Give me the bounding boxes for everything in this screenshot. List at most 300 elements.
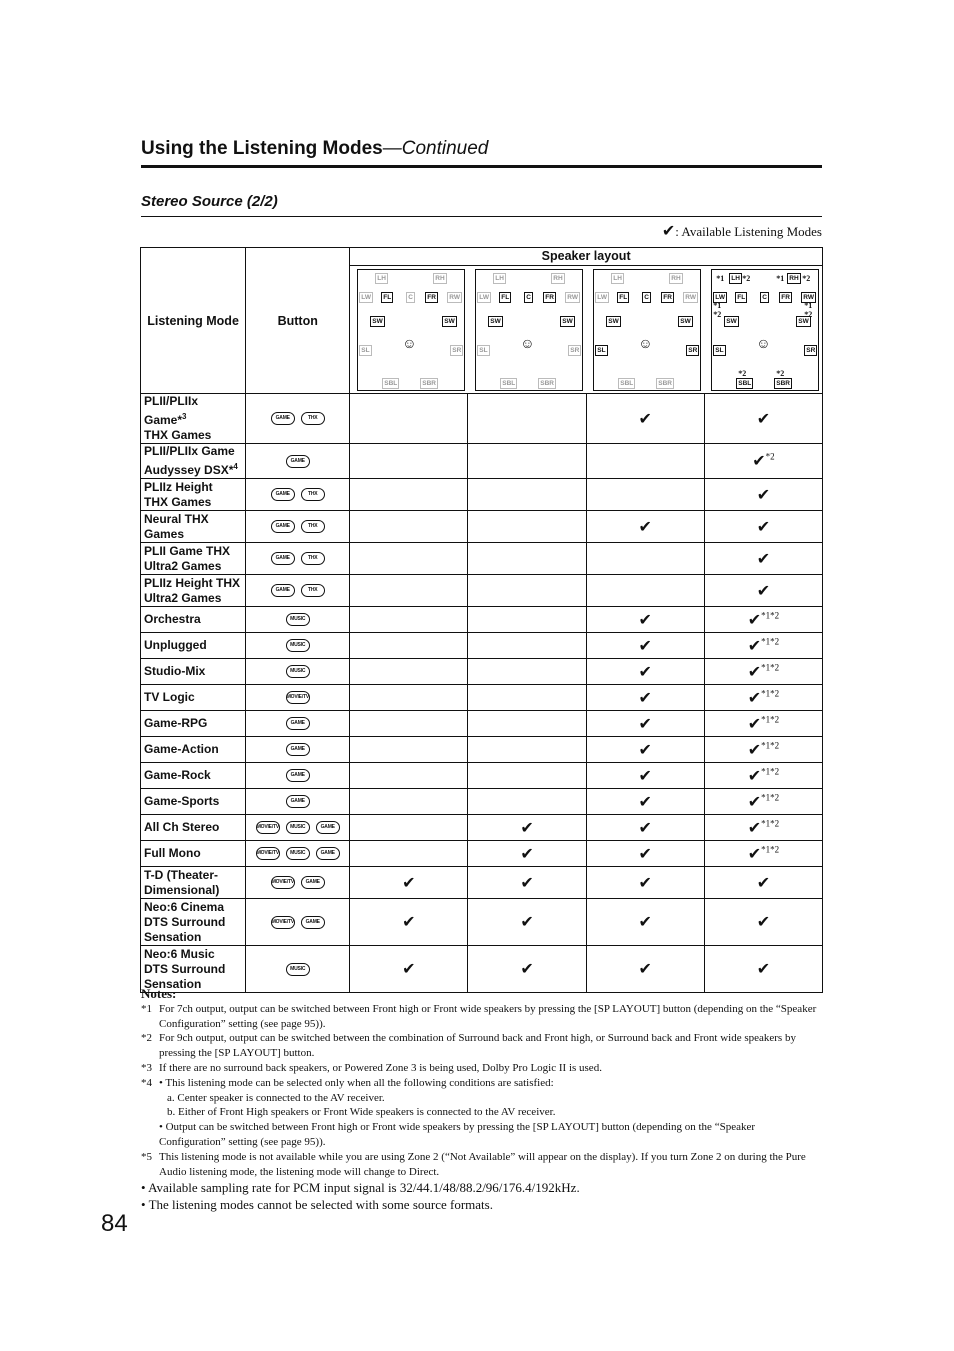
button-cell bbox=[246, 946, 350, 993]
col-button-header: Button bbox=[246, 248, 350, 394]
speaker-layout-3 bbox=[593, 269, 701, 391]
check-icon: ✔ bbox=[747, 637, 762, 655]
availability-cell bbox=[704, 607, 822, 633]
layout-note-mark: *2 bbox=[742, 274, 751, 283]
speaker-c: C bbox=[526, 294, 531, 301]
note-2: *2 For 9ch output, output can be switched between the combination of Surround back and Front high, or Surround back and Front wide speakers by pressing the [SP LAYOUT] button. bbox=[141, 1032, 796, 1060]
speaker-sw: SW bbox=[372, 318, 383, 325]
check-icon: ✔ bbox=[747, 767, 762, 785]
speaker-sw: SW bbox=[798, 318, 809, 325]
speaker-sr: SR bbox=[452, 347, 462, 354]
mode-line: Unplugged bbox=[144, 638, 207, 652]
listening-mode-name bbox=[141, 633, 246, 659]
speaker-fl: FL bbox=[501, 294, 510, 301]
check-icon: ✔ bbox=[638, 874, 652, 892]
mode-note-ref: 3 bbox=[182, 412, 187, 421]
availability-cell bbox=[468, 479, 586, 511]
speaker-fl: FL bbox=[383, 294, 392, 301]
listening-mode-name bbox=[141, 685, 246, 711]
availability-cell bbox=[350, 946, 468, 993]
speaker-lw: LW bbox=[597, 294, 608, 301]
speaker-layout-2 bbox=[475, 269, 583, 391]
game-button-icon: GAME bbox=[286, 743, 310, 756]
availability-cell bbox=[468, 899, 586, 946]
availability-cell bbox=[350, 899, 468, 946]
mode-line: PLII/PLIIx bbox=[144, 394, 199, 408]
music-button-icon: MUSIC bbox=[286, 847, 310, 860]
game-button-icon: GAME bbox=[286, 455, 310, 468]
speaker-rw: RW bbox=[449, 294, 460, 301]
listening-mode-name bbox=[141, 711, 246, 737]
availability-cell bbox=[586, 841, 704, 867]
movie-tv-button-icon: MOVIE/TV bbox=[256, 821, 280, 834]
button-cell bbox=[246, 511, 350, 543]
game-button-icon: GAME bbox=[286, 717, 310, 730]
page-header bbox=[141, 138, 822, 168]
listening-mode-name bbox=[141, 789, 246, 815]
availability-cell bbox=[350, 815, 468, 841]
check-icon: ✔ bbox=[747, 715, 762, 733]
music-button-icon: MUSIC bbox=[286, 821, 310, 834]
check-icon: ✔ bbox=[402, 914, 416, 931]
speaker-sw: SW bbox=[726, 318, 737, 325]
check-icon: ✔ bbox=[747, 689, 762, 707]
speaker-lw: LW bbox=[479, 294, 490, 301]
availability-cell bbox=[704, 575, 822, 607]
check-icon: ✔ bbox=[747, 819, 762, 837]
check-icon: ✔ bbox=[638, 715, 652, 733]
check-icon: ✔ bbox=[638, 767, 652, 785]
mode-line: Neural THX bbox=[144, 511, 209, 526]
availability-cell bbox=[586, 737, 704, 763]
availability-cell bbox=[468, 511, 586, 543]
layout-note-mark: *2 bbox=[776, 369, 785, 378]
availability-cell bbox=[468, 607, 586, 633]
check-icon: ✔ bbox=[638, 819, 652, 837]
game-button-icon: GAME bbox=[271, 584, 295, 597]
check-icon: ✔ bbox=[747, 663, 762, 681]
table-row bbox=[141, 633, 823, 659]
listener-icon: ☺ bbox=[756, 335, 771, 351]
col-mode-header: Listening Mode bbox=[141, 248, 246, 394]
table-row bbox=[141, 511, 823, 543]
button-cell bbox=[246, 789, 350, 815]
speaker-rh: RH bbox=[789, 275, 799, 282]
legend bbox=[662, 221, 822, 241]
availability-cell bbox=[350, 444, 468, 479]
check-icon: ✔ bbox=[747, 845, 762, 863]
availability-cell bbox=[586, 659, 704, 685]
mode-line: All Ch Stereo bbox=[144, 820, 220, 834]
mode-note-ref: 4 bbox=[233, 462, 238, 471]
table-row bbox=[141, 711, 823, 737]
check-icon: ✔ bbox=[747, 793, 762, 811]
mode-line: Neo:6 Music bbox=[144, 946, 215, 961]
note-ref: *1*2 bbox=[761, 662, 780, 673]
availability-cell bbox=[350, 575, 468, 607]
availability-cell bbox=[704, 543, 822, 575]
availability-cell bbox=[350, 841, 468, 867]
speaker-sw: SW bbox=[608, 318, 619, 325]
layout-note-mark: *2 bbox=[804, 310, 813, 319]
availability-cell bbox=[468, 737, 586, 763]
availability-cell bbox=[586, 633, 704, 659]
listener-icon: ☺ bbox=[520, 335, 535, 351]
availability-cell bbox=[704, 946, 822, 993]
movie-tv-button-icon: MOVIE/TV bbox=[286, 691, 310, 704]
availability-cell bbox=[704, 815, 822, 841]
check-icon: ✔ bbox=[520, 961, 534, 978]
button-cell bbox=[246, 685, 350, 711]
table-row bbox=[141, 479, 823, 511]
movie-tv-button-icon: MOVIE/TV bbox=[271, 916, 295, 929]
listening-mode-name bbox=[141, 841, 246, 867]
button-cell bbox=[246, 867, 350, 899]
availability-cell bbox=[468, 575, 586, 607]
game-button-icon: GAME bbox=[271, 488, 295, 501]
speaker-sbl: SBL bbox=[384, 380, 398, 387]
speaker-sbl: SBL bbox=[620, 380, 634, 387]
speaker-sr: SR bbox=[806, 347, 816, 354]
listening-mode-name bbox=[141, 867, 246, 899]
speaker-layout-4 bbox=[711, 269, 819, 391]
check-icon: ✔ bbox=[747, 611, 762, 629]
speaker-c: C bbox=[762, 294, 767, 301]
listening-mode-name bbox=[141, 444, 246, 479]
availability-cell bbox=[468, 815, 586, 841]
check-icon: ✔ bbox=[520, 819, 534, 837]
movie-tv-button-icon: MOVIE/TV bbox=[271, 876, 295, 889]
listening-mode-name bbox=[141, 479, 246, 511]
availability-cell bbox=[468, 543, 586, 575]
availability-cell bbox=[586, 946, 704, 993]
button-cell bbox=[246, 575, 350, 607]
mode-line: PLIIz Height bbox=[144, 479, 213, 494]
speaker-layout-header bbox=[350, 248, 823, 394]
speaker-layout-1 bbox=[357, 269, 465, 391]
availability-cell bbox=[350, 633, 468, 659]
section-rule bbox=[141, 216, 822, 217]
game-button-icon: GAME bbox=[301, 876, 325, 889]
speaker-sbr: SBR bbox=[658, 380, 673, 387]
game-button-icon: GAME bbox=[316, 821, 340, 834]
header-rule bbox=[141, 165, 822, 168]
availability-cell bbox=[350, 867, 468, 899]
button-cell bbox=[246, 394, 350, 444]
table-row bbox=[141, 899, 823, 946]
availability-cell bbox=[704, 394, 822, 444]
speaker-fr: FR bbox=[781, 294, 790, 301]
table-row bbox=[141, 575, 823, 607]
speaker-fl: FL bbox=[619, 294, 628, 301]
check-icon: ✔ bbox=[756, 914, 771, 931]
check-icon: ✔ bbox=[756, 550, 771, 568]
music-button-icon: MUSIC bbox=[286, 963, 310, 976]
mode-line: Orchestra bbox=[144, 612, 201, 626]
listener-icon: ☺ bbox=[402, 335, 417, 351]
game-button-icon: GAME bbox=[286, 795, 310, 808]
note-ref: *1*2 bbox=[761, 792, 780, 803]
check-icon: ✔ bbox=[402, 961, 416, 978]
check-icon: ✔ bbox=[756, 518, 771, 536]
note-ref: *1*2 bbox=[761, 766, 780, 777]
speaker-lw: LW bbox=[715, 294, 726, 301]
speaker-layout-title: Speaker layout bbox=[350, 248, 822, 266]
availability-cell bbox=[468, 685, 586, 711]
speaker-sl: SL bbox=[361, 347, 370, 354]
check-icon: ✔ bbox=[520, 914, 534, 931]
listening-mode-name bbox=[141, 659, 246, 685]
note-ref: *1*2 bbox=[761, 740, 780, 751]
availability-cell bbox=[586, 711, 704, 737]
button-cell bbox=[246, 763, 350, 789]
layout-note-mark: *2 bbox=[713, 310, 722, 319]
speaker-lh: LH bbox=[377, 275, 386, 282]
listening-mode-name bbox=[141, 511, 246, 543]
table-row bbox=[141, 607, 823, 633]
check-icon: ✔ bbox=[638, 611, 652, 629]
mode-line: T-D (Theater- bbox=[144, 867, 219, 882]
table-row bbox=[141, 659, 823, 685]
availability-cell bbox=[586, 607, 704, 633]
button-cell bbox=[246, 899, 350, 946]
listening-mode-name bbox=[141, 575, 246, 607]
mode-line: Game-RPG bbox=[144, 716, 208, 730]
note-ref: *2 bbox=[765, 451, 775, 462]
layout-note-mark: *2 bbox=[738, 369, 747, 378]
speaker-sl: SL bbox=[715, 347, 724, 354]
availability-cell bbox=[350, 511, 468, 543]
speaker-rh: RH bbox=[553, 275, 563, 282]
check-icon: ✔ bbox=[752, 453, 766, 470]
availability-cell bbox=[350, 543, 468, 575]
speaker-sr: SR bbox=[688, 347, 698, 354]
speaker-sr: SR bbox=[570, 347, 580, 354]
table-row bbox=[141, 867, 823, 899]
availability-cell bbox=[704, 444, 822, 479]
availability-cell bbox=[704, 479, 822, 511]
availability-cell bbox=[704, 633, 822, 659]
mode-line: DTS Surround bbox=[144, 914, 226, 929]
check-icon: ✔ bbox=[638, 793, 652, 811]
button-cell bbox=[246, 711, 350, 737]
availability-cell bbox=[704, 737, 822, 763]
button-cell bbox=[246, 841, 350, 867]
availability-cell bbox=[586, 685, 704, 711]
speaker-sw: SW bbox=[562, 318, 573, 325]
continued-label: —Continued bbox=[382, 138, 489, 159]
mode-line: Neo:6 Cinema bbox=[144, 899, 225, 914]
layout-note-mark: *1 bbox=[804, 301, 813, 310]
availability-cell bbox=[350, 685, 468, 711]
availability-cell bbox=[350, 659, 468, 685]
speaker-lw: LW bbox=[361, 294, 372, 301]
mode-line: PLIIz Height THX bbox=[144, 575, 240, 590]
mode-line: Sensation bbox=[144, 929, 202, 944]
listening-mode-name bbox=[141, 763, 246, 789]
table-row bbox=[141, 444, 823, 479]
button-cell bbox=[246, 607, 350, 633]
speaker-rw: RW bbox=[685, 294, 696, 301]
thx-button-icon: THX bbox=[301, 412, 325, 425]
check-icon: ✔ bbox=[638, 741, 652, 759]
availability-cell bbox=[586, 575, 704, 607]
speaker-rw: RW bbox=[567, 294, 578, 301]
layout-note-mark: *1 bbox=[713, 301, 722, 310]
music-button-icon: MUSIC bbox=[286, 639, 310, 652]
speaker-fl: FL bbox=[737, 294, 746, 301]
layout-note-mark: *1 bbox=[716, 274, 725, 283]
availability-cell bbox=[704, 841, 822, 867]
check-icon: ✔ bbox=[638, 689, 652, 707]
game-button-icon: GAME bbox=[301, 916, 325, 929]
mode-line: Ultra2 Games bbox=[144, 590, 222, 605]
button-cell bbox=[246, 479, 350, 511]
layout-note-mark: *2 bbox=[802, 274, 811, 283]
check-icon: ✔ bbox=[747, 741, 762, 759]
note-ref: *1*2 bbox=[761, 714, 780, 725]
speaker-sbl: SBL bbox=[738, 380, 752, 387]
speaker-rh: RH bbox=[671, 275, 681, 282]
table-row bbox=[141, 815, 823, 841]
check-icon: ✔ bbox=[520, 845, 534, 863]
availability-cell bbox=[704, 511, 822, 543]
notes-section bbox=[141, 987, 822, 1213]
section-title: Stereo Source (2/2) bbox=[141, 193, 278, 210]
speaker-sw: SW bbox=[444, 318, 455, 325]
availability-cell bbox=[350, 789, 468, 815]
check-icon: ✔ bbox=[756, 582, 771, 600]
button-cell bbox=[246, 543, 350, 575]
availability-cell bbox=[704, 685, 822, 711]
mode-line: Sensation bbox=[144, 976, 202, 991]
button-cell bbox=[246, 444, 350, 479]
speaker-c: C bbox=[408, 294, 413, 301]
availability-cell bbox=[586, 479, 704, 511]
mode-line: Games bbox=[144, 526, 185, 541]
note-ref: *1*2 bbox=[761, 636, 780, 647]
thx-button-icon: THX bbox=[301, 520, 325, 533]
legend-text: : Available Listening Modes bbox=[675, 224, 822, 239]
table-row bbox=[141, 763, 823, 789]
availability-cell bbox=[704, 659, 822, 685]
listening-mode-name bbox=[141, 394, 246, 444]
mode-line: Full Mono bbox=[144, 846, 201, 860]
availability-cell bbox=[704, 711, 822, 737]
speaker-layouts bbox=[350, 266, 822, 386]
mode-line: THX Games bbox=[144, 494, 212, 509]
check-icon: ✔ bbox=[638, 637, 652, 655]
availability-cell bbox=[468, 867, 586, 899]
speaker-sbl: SBL bbox=[502, 380, 516, 387]
music-button-icon: MUSIC bbox=[286, 665, 310, 678]
availability-cell bbox=[586, 763, 704, 789]
speaker-fr: FR bbox=[427, 294, 436, 301]
mode-line: Audyssey DSX*$^4$ bbox=[144, 462, 238, 477]
check-icon: ✔ bbox=[638, 961, 652, 978]
availability-cell bbox=[468, 841, 586, 867]
notes-title: Notes: bbox=[141, 986, 177, 1001]
bullet-2: • The listening modes cannot be selected with some source formats. bbox=[141, 1197, 493, 1213]
speaker-fr: FR bbox=[545, 294, 554, 301]
speaker-lh: LH bbox=[495, 275, 504, 282]
availability-cell bbox=[468, 659, 586, 685]
mode-line: TV Logic bbox=[144, 690, 195, 704]
section-header bbox=[141, 193, 822, 217]
movie-tv-button-icon: MOVIE/TV bbox=[256, 847, 280, 860]
availability-cell bbox=[586, 899, 704, 946]
availability-cell bbox=[468, 444, 586, 479]
table-row bbox=[141, 543, 823, 575]
speaker-c: C bbox=[644, 294, 649, 301]
note-1: *1 For 7ch output, output can be switched between Front high or Front wide speakers by pressing the [SP LAYOUT] button (depending on the “Speaker Configuration” setting (see page 95)). bbox=[141, 1002, 817, 1030]
note-ref: *1*2 bbox=[761, 610, 780, 621]
layout-note-mark: *1 bbox=[776, 274, 785, 283]
table-row bbox=[141, 685, 823, 711]
availability-cell bbox=[586, 543, 704, 575]
speaker-lh: LH bbox=[613, 275, 622, 282]
availability-cell bbox=[586, 444, 704, 479]
listening-mode-name bbox=[141, 899, 246, 946]
availability-cell bbox=[350, 479, 468, 511]
game-button-icon: GAME bbox=[271, 520, 295, 533]
check-icon: ✔ bbox=[756, 486, 771, 504]
button-cell bbox=[246, 633, 350, 659]
button-cell bbox=[246, 659, 350, 685]
mode-line: Game*$^3$ bbox=[144, 412, 187, 427]
listening-mode-name bbox=[141, 543, 246, 575]
availability-cell bbox=[468, 763, 586, 789]
note-ref: *1*2 bbox=[761, 818, 780, 829]
availability-cell bbox=[586, 789, 704, 815]
availability-cell bbox=[468, 946, 586, 993]
availability-cell bbox=[586, 867, 704, 899]
speaker-sbr: SBR bbox=[540, 380, 555, 387]
availability-cell bbox=[704, 899, 822, 946]
availability-cell bbox=[704, 867, 822, 899]
page-title: Using the Listening Modes—Continued bbox=[141, 138, 489, 159]
availability-cell bbox=[468, 633, 586, 659]
mode-line: Dimensional) bbox=[144, 882, 220, 897]
music-button-icon: MUSIC bbox=[286, 613, 310, 626]
availability-cell bbox=[586, 815, 704, 841]
check-icon: ✔ bbox=[756, 410, 771, 428]
game-button-icon: GAME bbox=[316, 847, 340, 860]
check-icon: ✔ bbox=[661, 223, 676, 240]
availability-cell bbox=[350, 607, 468, 633]
mode-line: PLII/PLIIx Game bbox=[144, 444, 235, 458]
thx-button-icon: THX bbox=[301, 488, 325, 501]
bullet-1: • Available sampling rate for PCM input signal is 32/44.1/48/88.2/96/176.4/192kHz. bbox=[141, 1180, 580, 1196]
availability-cell bbox=[350, 711, 468, 737]
speaker-sw: SW bbox=[490, 318, 501, 325]
note-5: *5 This listening mode is not available while you are using Zone 2 (“Not Available” will appear on the display). If you turn Zone 2 on during the Pure Audio listening mode, the listening mode will change to Direct. bbox=[141, 1150, 806, 1178]
availability-cell bbox=[586, 511, 704, 543]
speaker-sl: SL bbox=[597, 347, 606, 354]
game-button-icon: GAME bbox=[286, 769, 310, 782]
table-row bbox=[141, 789, 823, 815]
table-row bbox=[141, 841, 823, 867]
check-icon: ✔ bbox=[638, 410, 652, 428]
note-3: *3 If there are no surround back speakers, or Powered Zone 3 is being used, Dolby Pro Logic II is used. bbox=[141, 1061, 602, 1074]
speaker-sbr: SBR bbox=[776, 380, 791, 387]
availability-cell bbox=[586, 394, 704, 444]
speaker-lh: LH bbox=[731, 275, 740, 282]
check-icon: ✔ bbox=[756, 874, 771, 892]
page-number: 84 bbox=[101, 1210, 128, 1237]
note-ref: *1*2 bbox=[761, 844, 780, 855]
speaker-sbr: SBR bbox=[422, 380, 437, 387]
